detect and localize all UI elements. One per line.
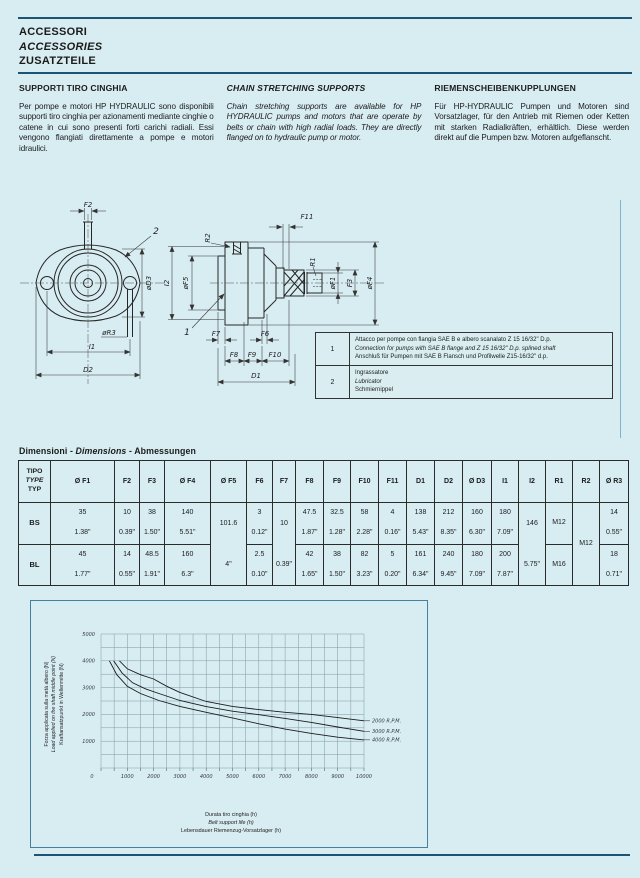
dim-type-label: BL (19, 544, 51, 586)
dim-cell: 140 5.51" (165, 503, 211, 545)
dim-col-header: D1 (407, 461, 435, 503)
dim-label-f2: F2 (83, 201, 93, 209)
note-text (350, 366, 398, 398)
dim-header-row (19, 461, 629, 503)
callout-2: 2 (153, 227, 159, 237)
footer-rule (34, 854, 630, 856)
y-title-it: Forza applicata sulla metà albero (N) (44, 661, 51, 747)
y-tick-label: 5000 (82, 631, 95, 638)
side-view-outline (218, 242, 322, 325)
intro-heading-en: CHAIN STRETCHING SUPPORTS (226, 83, 366, 93)
dim-label-f8: F8 (229, 351, 239, 359)
dim-cell: 10 0.39" (115, 503, 140, 545)
dim-col-header: Ø D3 (463, 461, 492, 503)
dim-cell: 4 0.16" (379, 503, 407, 545)
dim-cell-shared: 146 5.75" (519, 503, 546, 586)
note-row (316, 333, 612, 366)
dim-title-it: Dimensioni - (19, 446, 73, 456)
dim-cell: 58 2.28" (351, 503, 379, 545)
dim-cell: 38 1.50" (140, 503, 165, 545)
dim-cell: 240 9.45" (435, 544, 463, 586)
dim-cell: 42 1.65" (296, 544, 324, 586)
dim-cell: 5 0.20" (379, 544, 407, 586)
x-title-en: Belt support life (h) (208, 819, 254, 826)
x-tick-label: 10000 (356, 774, 372, 780)
x-tick-label: 3000 (173, 774, 187, 780)
y-title-en: Load applied on the shaft middle point (N) (51, 655, 58, 753)
x-tick-label: 2000 (147, 774, 160, 780)
curve (119, 661, 364, 721)
x-tick-label: 9000 (331, 774, 345, 780)
y-tick-label: 2000 (82, 712, 95, 719)
dim-cell: 82 3.23" (351, 544, 379, 586)
dim-row-bs (19, 503, 629, 545)
dim-col-header: F3 (140, 461, 165, 503)
page-title-it: ACCESSORI (19, 26, 88, 38)
page-title-de: ZUSATZTEILE (19, 55, 97, 68)
dim-label-d2: D2 (83, 366, 93, 374)
front-centerlines (20, 214, 166, 384)
dim-cell: 2.5 0.10" (247, 544, 273, 586)
intro-column-it (19, 83, 214, 154)
callout-1: 1 (184, 328, 190, 338)
dim-cell: 3 0.12" (247, 503, 273, 545)
dim-col-header: F9 (324, 461, 351, 503)
intro-body-en: Chain stretching supports are available for HP HYDRAULIC pumps and motors that are operate by belts or chain with high radial loads. They are directly flanged on to hydraulic pump or motor. (226, 102, 422, 143)
dim-cell: 161 6.34" (407, 544, 435, 586)
x-tick-label: 7000 (278, 774, 292, 780)
dim-label-r2: R2 (204, 233, 212, 243)
note-text-it: Attacco per pompe con flangia SAE B e albero scanalato Z 15 16/32" D.p. (355, 337, 552, 343)
dim-cell: 180 7.09" (492, 503, 519, 545)
x-tick-label: 4000 (199, 774, 213, 780)
page-title (19, 25, 102, 69)
dim-label-f11: F11 (300, 213, 314, 221)
dim-label-f6: F6 (260, 330, 270, 338)
chart-y-axis-title (35, 629, 75, 779)
intro-body-de: Für HP-HYDRAULIC Pumpen und Motoren sind Vorsatzlager, für den Antrieb mit Riemen oder Ketten mit starken Radialkräften, erhältlich. Diese werden direkt auf die Pumpen bzw. Motoren aufgeflanscht. (434, 102, 630, 143)
curve-rpm-label: 4000 R.P.M. (372, 737, 402, 744)
dim-col-header: Ø F1 (51, 461, 115, 503)
dim-cell-shared: M12 (573, 503, 600, 586)
belt-life-chart (30, 600, 428, 848)
origin-label: 0 (90, 774, 94, 780)
dim-title-en: Dimensions (75, 446, 127, 456)
dim-label-f5: øF5 (182, 276, 190, 290)
y-title-de: Kraftansatzpunkt in Wellenmitte (N) (58, 663, 65, 745)
dim-col-header: F2 (115, 461, 140, 503)
dim-col-header: I2 (519, 461, 546, 503)
dim-col-header-type: TIPO TYPE TYP (19, 461, 51, 503)
x-tick-label: 5000 (226, 774, 239, 780)
note-text (350, 333, 561, 365)
dim-table-title (19, 446, 196, 456)
x-tick-label: 6000 (252, 774, 266, 780)
dim-cell: 48.5 1.91" (140, 544, 165, 586)
note-text-de: Anschluß für Pumpen mit SAE B Flansch und Profilwelle Z15-16/32" d.p. (355, 354, 548, 361)
note-text-en: Connection for pumps with SAE B flange and Z 15 16/32" D.p. splined shaft (355, 345, 556, 352)
dim-label-f7: F7 (211, 330, 221, 338)
dim-col-header: R1 (546, 461, 573, 503)
note-text-en: Lubricator (355, 378, 382, 385)
front-view-labels (83, 201, 159, 374)
dim-cell: 212 8.35" (435, 503, 463, 545)
dim-label-f4: øF4 (366, 276, 374, 290)
dimensions-table (18, 460, 629, 586)
dim-col-header: F11 (379, 461, 407, 503)
intro-heading-de: RIEMENSCHEIBENKUPPLUNGEN (434, 83, 576, 93)
page-title-en: ACCESSORIES (19, 40, 103, 53)
dim-cell: 47.5 1.87" (296, 503, 324, 545)
intro-columns (19, 83, 629, 154)
dim-col-header: F10 (351, 461, 379, 503)
dim-type-label: BS (19, 503, 51, 545)
dim-label-i1: I1 (88, 343, 96, 351)
dim-label-r3: øR3 (102, 329, 116, 337)
dim-col-header: F7 (273, 461, 296, 503)
dim-col-header: F8 (296, 461, 324, 503)
top-rule (18, 17, 632, 19)
dim-cell: 180 7.09" (463, 544, 492, 586)
dim-cell-shared: 101.6 4" (211, 503, 247, 586)
dim-col-header: I1 (492, 461, 519, 503)
dim-cell: 18 0.71" (600, 544, 629, 586)
dim-label-i2: I2 (163, 279, 171, 287)
dim-cell: 160 6.3" (165, 544, 211, 586)
curve-rpm-label: 2000 R.P.M. (372, 718, 402, 725)
header-rule (18, 72, 632, 74)
dim-cell: 14 0.55" (115, 544, 140, 586)
chart-x-axis-title (86, 812, 376, 835)
dim-cell: M12 (546, 503, 573, 545)
dim-label-f10: F10 (268, 351, 282, 359)
dim-cell: 160 6.30" (463, 503, 492, 545)
intro-column-de (434, 83, 629, 154)
dim-label-f3: F3 (346, 278, 354, 288)
intro-heading-it: SUPPORTI TIRO CINGHIA (19, 83, 128, 93)
dim-cell: 38 1.50" (324, 544, 351, 586)
note-text-it: Ingrassatore (355, 370, 389, 377)
intro-column-en (227, 83, 422, 154)
front-dimension-lines (36, 208, 151, 379)
dim-cell: 32.5 1.28" (324, 503, 351, 545)
dim-cell: 138 5.43" (407, 503, 435, 545)
dim-label-d1: D1 (251, 372, 261, 380)
dim-cell: 200 7.87" (492, 544, 519, 586)
x-title-de: Lebensdauer Riemenzug-Vorsatzlager (h) (180, 827, 282, 834)
page-edge-line (620, 200, 621, 438)
x-title-it: Durata tiro cinghia (h) (205, 812, 257, 818)
note-row (316, 366, 612, 398)
curve (114, 661, 364, 732)
y-tick-label: 3000 (82, 685, 95, 692)
dim-label-f1: øF1 (329, 276, 337, 290)
dim-cell: 45 1.77" (51, 544, 115, 586)
dim-label-r1: R1 (309, 257, 317, 267)
drawing-notes-table (315, 332, 613, 399)
y-tick-label: 4000 (82, 658, 95, 665)
note-text-de: Schmiernippel (355, 387, 394, 394)
dim-label-d3: øD3 (145, 275, 153, 291)
dim-cell: 14 0.55" (600, 503, 629, 545)
belt-life-chart-plot (31, 601, 429, 847)
x-tick-label: 1000 (120, 774, 134, 780)
curve-rpm-label: 3000 R.P.M. (372, 729, 402, 736)
dim-cell: 35 1.38" (51, 503, 115, 545)
dim-col-header: F6 (247, 461, 273, 503)
technical-drawing (18, 196, 630, 446)
dim-col-header: Ø F5 (211, 461, 247, 503)
dim-cell: M16 (546, 544, 573, 586)
dim-col-header: R2 (573, 461, 600, 503)
dim-col-header: Ø F4 (165, 461, 211, 503)
dim-label-f9: F9 (247, 351, 257, 359)
note-number: 1 (316, 333, 350, 365)
dim-cell-shared: 10 0.39" (273, 503, 296, 586)
y-tick-label: 1000 (82, 739, 95, 745)
dim-col-header: Ø R3 (600, 461, 629, 503)
dim-title-de: - Abmessungen (128, 446, 196, 456)
technical-drawing-svg (18, 196, 630, 446)
dim-col-header: D2 (435, 461, 463, 503)
x-tick-label: 8000 (305, 774, 318, 780)
intro-body-it: Per pompe e motori HP HYDRAULIC sono disponibili supporti tiro cinghia per azionamenti mediante cinghie o catene in cui sono presenti forti carichi radiali. Essi vengono flangiati direttamente a pompe e motori idraulici. (19, 102, 214, 153)
note-number: 2 (316, 366, 350, 398)
